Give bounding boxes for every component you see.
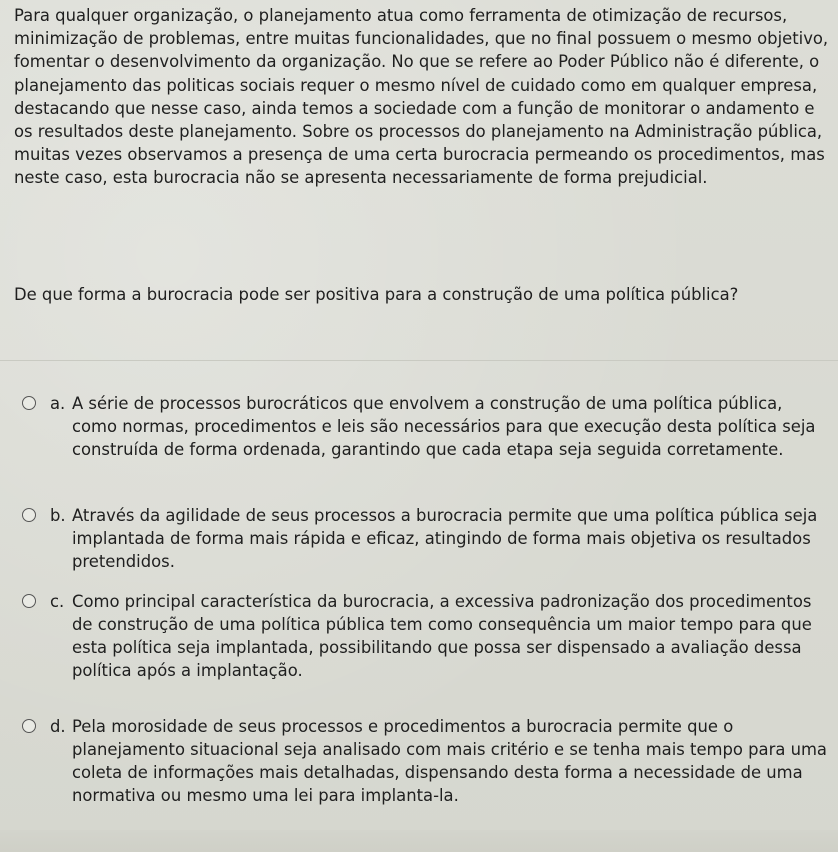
option-d-text: Pela morosidade de seus processos e procedimentos a burocracia permite que o planejamento situacional seja analisado com mais critério e se tenha mais tempo para uma coleta de informações mais detalhadas, dispensando desta forma a necessidade de uma normativa ou mesmo uma lei para implanta-la. (72, 717, 827, 805)
question-passage: Para qualquer organização, o planejamento atua como ferramenta de otimização de recursos, minimização de problemas, entre muitas funcionalidades, que no final possuem o mesmo objetivo, fomentar o desenvolvimento da organização. No que se refere ao Poder Público não é diferente, o planejamento das politicas sociais requer o mesmo nível de cuidado como em qualquer empresa, destacando que nesse caso, ainda temos a sociedade com a função de monitorar o andamento e os resultados deste planejamento. Sobre os processos do planejamento na Administração pública, muitas vezes observamos a presença de uma certa burocracia permeando os procedimentos, mas neste caso, esta burocracia não se apresenta necessariamente de forma prejudicial. (14, 6, 829, 188)
radio-button-b[interactable] (22, 508, 36, 522)
question-prompt: De que forma a burocracia pode ser positiva para a construção de uma política pública? (14, 285, 739, 304)
page-bottom-edge (0, 830, 838, 852)
option-b-text: Através da agilidade de seus processos a burocracia permite que uma política pública seja implantada de forma mais rápida e eficaz, atingindo de forma mais objetiva os resultados pretendidos. (72, 506, 818, 571)
option-a-letter: a. (50, 394, 66, 413)
option-a-text: A série de processos burocráticos que envolvem a construção de uma política pública, como normas, procedimentos e leis são necessários para que execução desta política seja construída de forma ordenada, garantindo que cada etapa seja seguida corretamente. (72, 394, 816, 459)
option-c-text: Como principal característica da burocracia, a excessiva padronização dos procedimentos de construção de uma política pública tem como consequência um maior tempo para que esta política seja implantada, possibilitando que possa ser dispensado a avaliação dessa política após a implantação. (72, 592, 812, 680)
radio-button-d[interactable] (22, 719, 36, 733)
option-b-letter: b. (50, 506, 66, 525)
option-d-letter: d. (50, 717, 66, 736)
option-c-letter: c. (50, 592, 65, 611)
radio-button-a[interactable] (22, 396, 36, 410)
divider (0, 360, 838, 361)
radio-button-c[interactable] (22, 594, 36, 608)
